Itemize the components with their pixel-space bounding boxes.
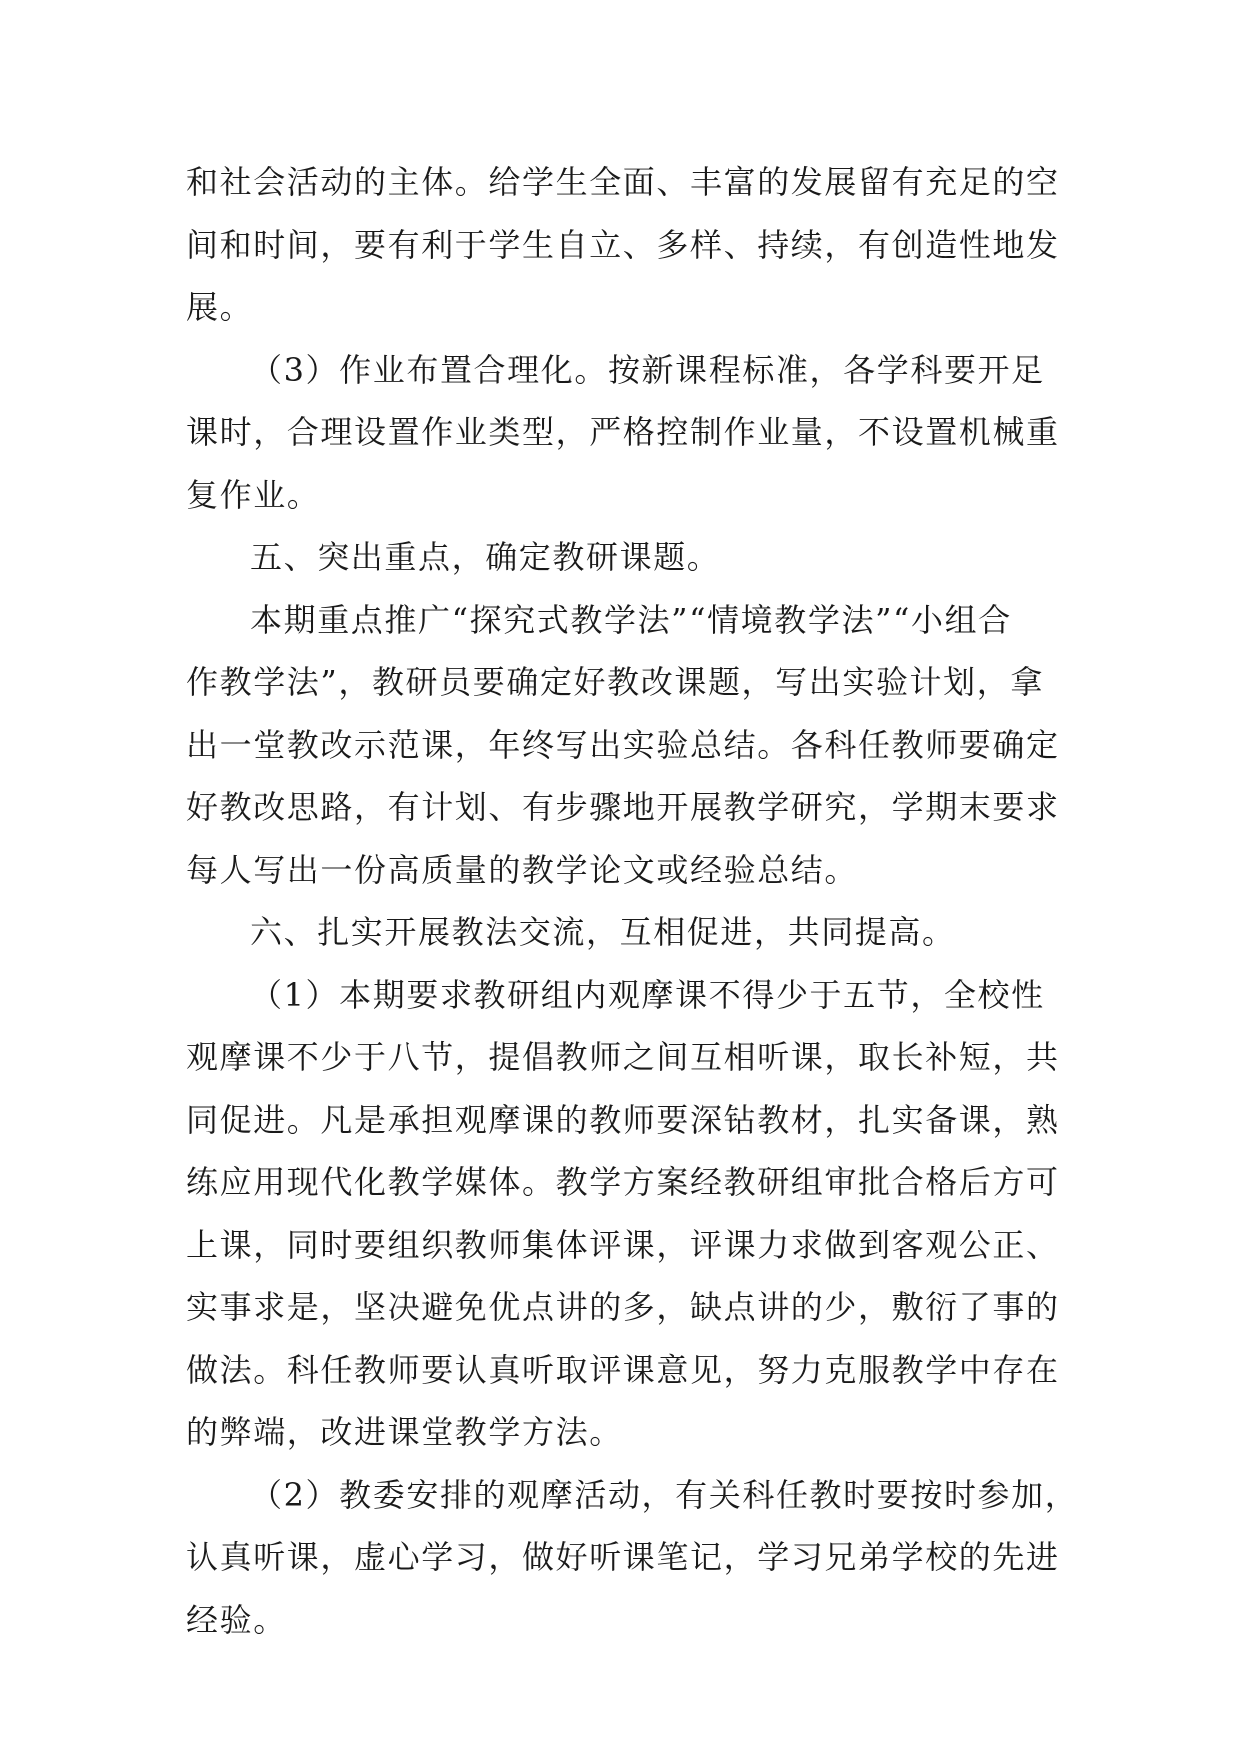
subsection-1-heading: （1）本期要求教研组内观摩课不得少于五节，全校性 [250,975,1045,1014]
text-line: 作教学法”，教研员要确定好教改课题，写出实验计划，拿 [186,663,1044,701]
section-5-heading: 五、突出重点，确定教研课题。 [250,538,721,576]
subsection-2-heading: （2）教委安排的观摩活动，有关科任教时要按时参加， [250,1475,1079,1514]
text-line: 经验。 [186,1600,287,1639]
text-line: 认真听课，虚心学习，做好听课笔记，学习兄弟学校的先进 [186,1538,1060,1576]
text-line: 每人写出一份高质量的教学论文或经验总结。 [186,850,859,889]
document-body [186,151,1079,1651]
section-6-heading: 六、扎实开展教法交流，互相促进，共同提高。 [250,913,956,951]
text-line: 好教改思路，有计划、有步骤地开展教学研究，学期末要求 [186,788,1060,826]
text-line: 出一堂教改示范课，年终写出实验总结。各科任教师要确定 [186,725,1060,764]
paragraph-start: 本期重点推广“探究式教学法”“情境教学法”“小组合 [250,600,1012,639]
text-line: 观摩课不少于八节，提倡教师之间互相听课，取长补短，共 [186,1038,1060,1076]
subsection-3-heading: （3）作业布置合理化。按新课程标准，各学科要开足 [250,350,1045,389]
text-line: 上课，同时要组织教师集体评课，评课力求做到客观公正、 [186,1225,1060,1264]
text-line: 课时，合理设置作业类型，严格控制作业量，不设置机械重 [186,413,1060,451]
text-line: 间和时间，要有利于学生自立、多样、持续，有创造性地发 [186,225,1060,264]
text-line: 的弊端，改进课堂教学方法。 [186,1413,623,1451]
text-line: 练应用现代化教学媒体。教学方案经教研组审批合格后方可 [186,1163,1060,1201]
text-line: 实事求是，坚决避免优点讲的多，缺点讲的少，敷衍了事的 [186,1288,1060,1326]
text-line: 展。 [186,288,254,326]
text-line: 复作业。 [186,475,321,514]
text-line: 同促进。凡是承担观摩课的教师要深钻教材，扎实备课，熟 [186,1100,1060,1139]
text-line: 和社会活动的主体。给学生全面、丰富的发展留有充足的空 [186,163,1060,201]
text-line: 做法。科任教师要认真听取评课意见，努力克服教学中存在 [186,1350,1060,1389]
